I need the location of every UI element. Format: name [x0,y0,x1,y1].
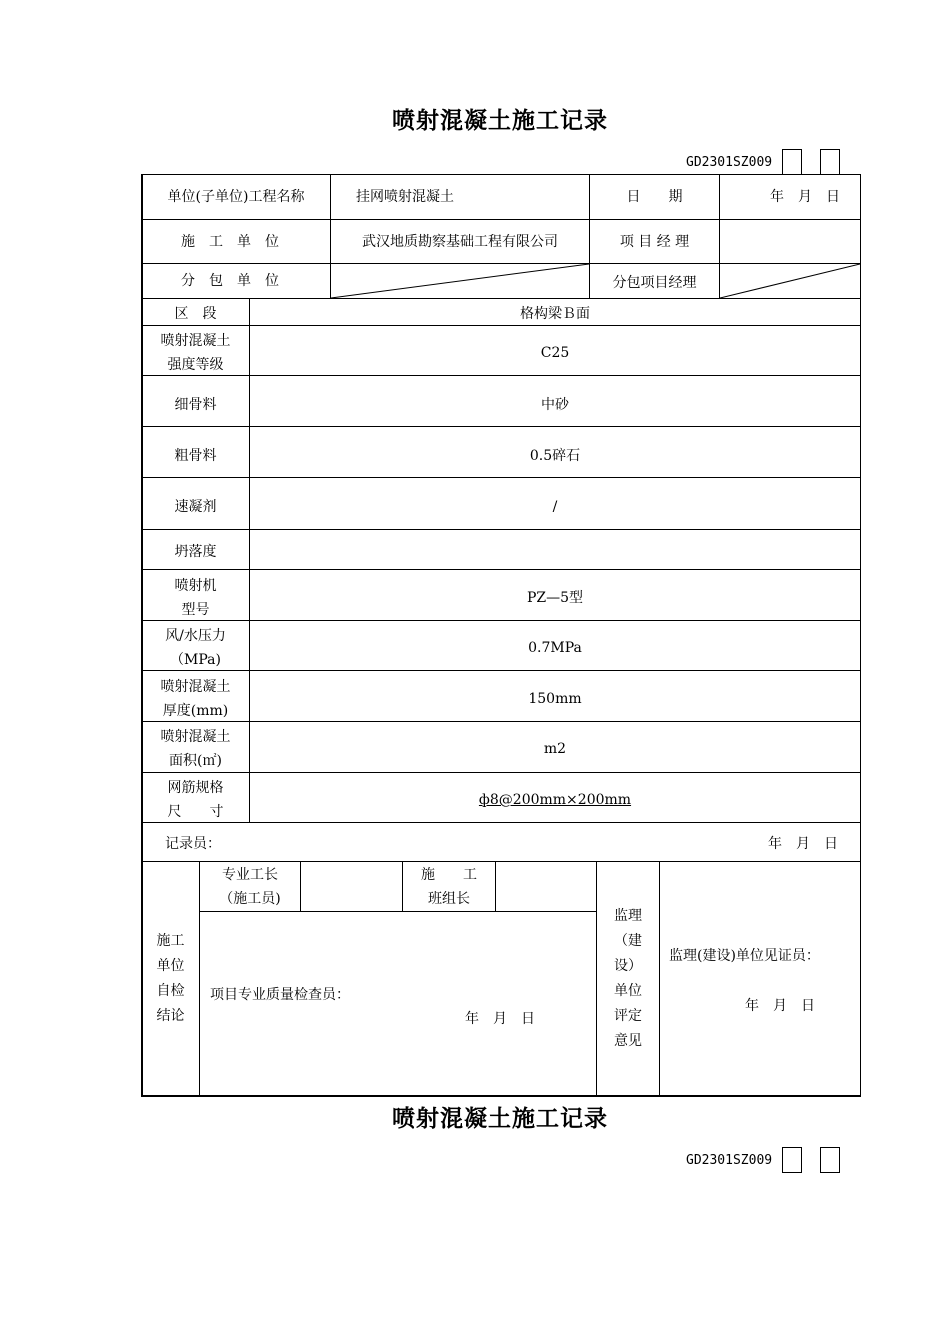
date-label: 日 期 [626,189,683,205]
foreman-label: 专业工长 （施工员) [219,866,281,907]
team-leader-label: 施 工 班组长 [421,866,477,907]
row-value [250,530,860,574]
row-label: 粗骨料 [174,447,217,464]
row-label: 喷射混凝土 厚度(mm) [160,679,231,719]
row-label: 坍落度 [174,544,217,560]
code-checkbox-1[interactable] [782,1147,802,1173]
row-value: m2 [543,741,567,757]
row-label: 网筋规格 尺 寸 [167,780,224,820]
row-value: 0.7MPa [528,640,582,656]
code-checkbox-2[interactable] [820,149,840,175]
self-check-label: 施工 单位 自检 结论 [156,932,185,1024]
row-value: C25 [540,345,570,361]
row-value: 150mm [528,691,582,707]
empty-cell-slash [720,264,860,298]
recorder-label: 记录员： [165,836,221,852]
recorder-date: 年 月 日 [768,836,838,852]
row-value: / [552,499,558,515]
witness-date: 年 月 日 [745,998,815,1014]
row-label: 细骨料 [174,396,217,413]
row-value: PZ—5型 [526,590,584,606]
construction-unit-label: 施 工 单 位 [181,233,279,250]
row-value [250,773,860,827]
supervision-opinion-label: 监理 （建 设） 单位 评定 意见 [614,907,642,1049]
row-label: 风/水压力 （MPa) [165,628,226,668]
empty-cell-slash [331,264,589,298]
subcontractor-label: 分 包 单 位 [181,273,279,289]
project-manager-label: 项 目 经 理 [619,233,690,250]
form-code-row [686,149,840,175]
page-title-repeat: 喷射混凝土施工记录 [392,1106,608,1132]
page-title: 喷射混凝土施工记录 [392,108,608,134]
row-label: 喷射混凝土 面积(㎡) [160,729,231,769]
row-label: 喷射混凝土 强度等级 [160,333,231,373]
form-code: GD2301SZ009 [686,1152,773,1168]
form-code: GD2301SZ009 [686,154,773,170]
date-value: 年 月 日 [770,189,840,205]
form-code-row-repeat [686,1147,840,1173]
supervision-witness-label: 监理(建设)单位见证员： [669,948,820,964]
row-value: 中砂 [541,396,569,413]
project-name-value: 挂网喷射混凝土 [356,189,454,205]
code-checkbox-1[interactable] [782,149,802,175]
row-value: 0.5碎石 [529,447,581,464]
row-label: 速凝剂 [174,499,217,515]
row-value: 格构梁Ｂ面 [520,306,590,322]
code-checkbox-2[interactable] [820,1147,840,1173]
inspector-date: 年 月 日 [465,1011,535,1027]
sub-project-manager-label: 分包项目经理 [612,275,697,291]
row-label: 区 段 [174,306,217,322]
mesh-spec-value: ф8@200mm×200mm [478,792,632,808]
row-label: 喷射机 型号 [174,578,217,618]
project-name-label: 单位(子单位)工程名称 [167,189,305,205]
quality-inspector-label: 项目专业质量检查员： [210,987,350,1003]
construction-unit-value: 武汉地质勘察基础工程有限公司 [362,233,558,250]
